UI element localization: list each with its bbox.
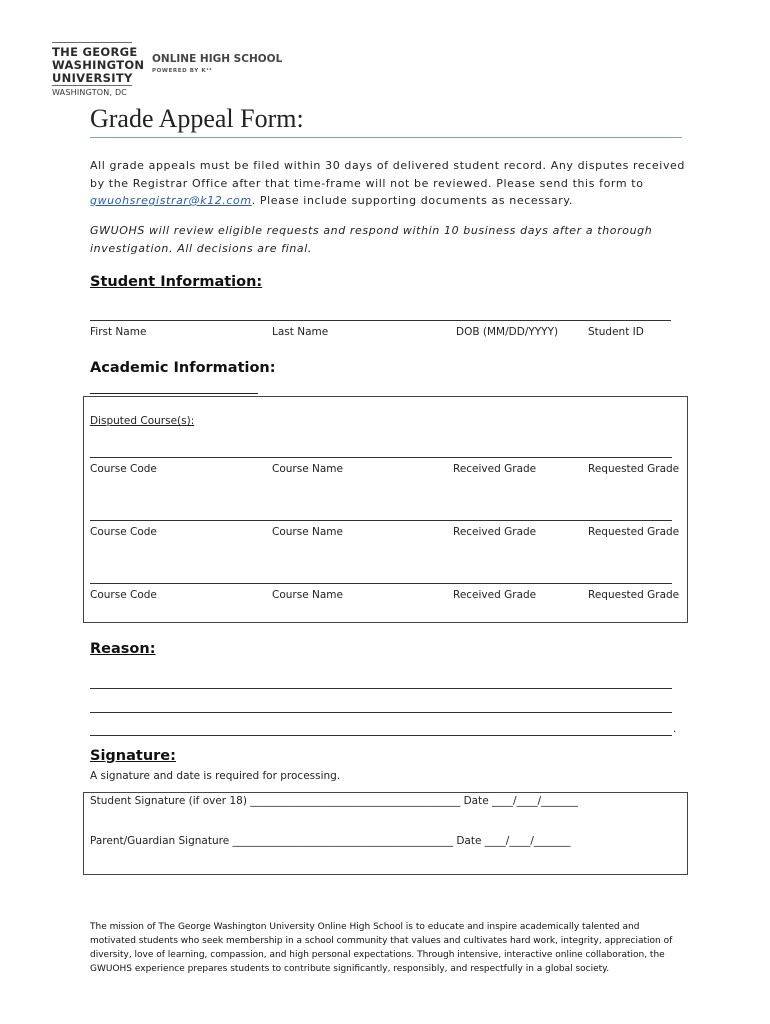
- logo-line-3: UNIVERSITY: [52, 71, 133, 85]
- course-name-label: Course Name: [272, 463, 343, 475]
- course-code-label: Course Code: [90, 526, 157, 538]
- requested-grade-label: Requested Grade: [588, 526, 680, 538]
- reason-line-2: [90, 712, 672, 713]
- dob-label: DOB (MM/DD/YYYY): [456, 326, 559, 338]
- academic-info-heading: Academic Information:: [90, 360, 276, 376]
- logo-school-name: ONLINE HIGH SCHOOL: [152, 53, 283, 65]
- reason-heading: Reason:: [90, 641, 156, 657]
- reason-line-1: [90, 688, 672, 689]
- logo-top-rule: [52, 42, 132, 43]
- signature-note: A signature and date is required for processing.: [90, 770, 341, 782]
- logo-powered-by: POWERED BY K¹²: [152, 68, 213, 74]
- course-code-label: Course Code: [90, 589, 157, 601]
- title-underline: [90, 137, 682, 138]
- course-name-label: Course Name: [272, 589, 343, 601]
- mission-statement: The mission of The George Washington University Online High School is to educate and inspire academically talented and motivated students who seek membership in a school community that values and cultivates hard work, integrity, appreciation of diversity, love of learning, compassion, and high personal expectations. Through intensive, interactive online collaboration, the GWUOHS experience prepares students to contribute significantly, responsibly, and respectfully in a global society.: [90, 922, 673, 974]
- received-grade-label: Received Grade: [453, 463, 537, 475]
- logo-location: WASHINGTON, DC: [52, 88, 128, 97]
- requested-grade-label: Requested Grade: [588, 589, 680, 601]
- student-id-label: Student ID: [588, 326, 644, 338]
- intro-text: All grade appeals must be filed within 30 days of delivered student record. Any disputes received by the Registrar Office after that time-frame will not be reviewed. Please send this form to: [90, 159, 686, 190]
- signature-heading: Signature:: [90, 748, 176, 764]
- intro-paragraph: [90, 157, 690, 210]
- intro-text-end: . Please include supporting documents as necessary.: [251, 194, 573, 207]
- student-signature-line: Student Signature (if over 18) ________________________________________ Date ____/____/_______: [90, 795, 578, 807]
- parent-signature-line: Parent/Guardian Signature __________________________________________ Date ____/____/_______: [90, 835, 571, 847]
- logo-bottom-rule: [52, 85, 132, 86]
- course-name-label: Course Name: [272, 526, 343, 538]
- registrar-email-link[interactable]: gwuohsregistrar@k12.com: [90, 194, 252, 207]
- received-grade-label: Received Grade: [453, 526, 537, 538]
- reason-end-mark: .: [673, 723, 677, 735]
- course-row-1-line: [90, 457, 672, 458]
- logo-line-1: THE GEORGE: [52, 45, 138, 59]
- student-info-heading: Student Information:: [90, 274, 263, 290]
- first-name-label: First Name: [90, 326, 147, 338]
- academic-heading-underline: [90, 393, 258, 394]
- university-logo-text: [52, 46, 144, 85]
- logo-line-2: WASHINGTON: [52, 58, 145, 72]
- course-row-3-line: [90, 583, 672, 584]
- student-info-line: [90, 320, 671, 321]
- reason-line-3: [90, 735, 672, 736]
- review-notice: GWUOHS will review eligible requests and respond within 10 business days after a thorough investigation. All decisions are final.: [90, 224, 653, 255]
- course-code-label: Course Code: [90, 463, 157, 475]
- course-row-2-line: [90, 520, 672, 521]
- received-grade-label: Received Grade: [453, 589, 537, 601]
- last-name-label: Last Name: [272, 326, 329, 338]
- disputed-courses-label: Disputed Course(s):: [90, 415, 195, 427]
- page-title: Grade Appeal Form:: [90, 104, 304, 133]
- requested-grade-label: Requested Grade: [588, 463, 680, 475]
